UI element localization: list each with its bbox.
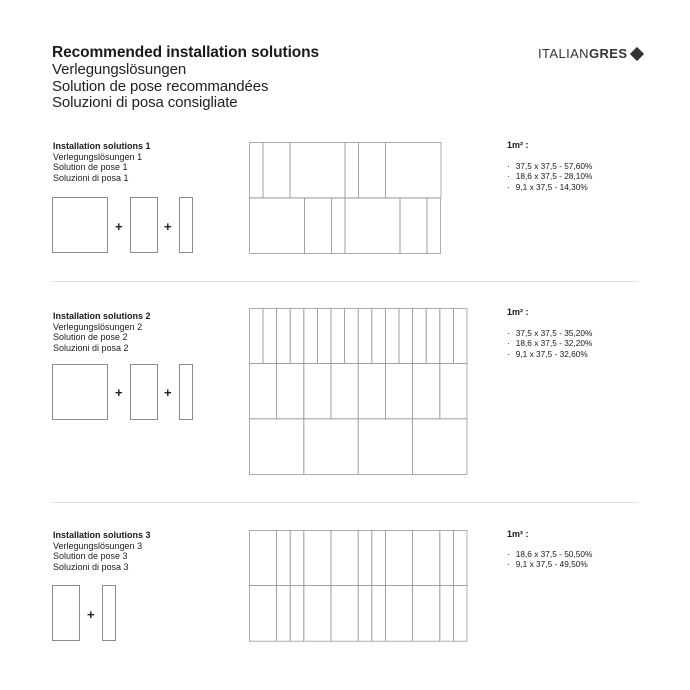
pattern-tile [290, 530, 304, 585]
pattern-tile [290, 308, 304, 363]
section-2-title-block [53, 311, 151, 353]
pattern-tile [290, 586, 304, 642]
page-subtitle-fr: Solution de pose recommandées [52, 77, 269, 95]
section-1-line-it: Soluzioni di posa 1 [53, 172, 129, 183]
list-item: · 9,1 x 37,5 - 14,30% [507, 182, 592, 192]
list-item: · 9,1 x 37,5 - 49,50% [507, 559, 592, 569]
section-2-title: Installation solutions 2 [53, 311, 151, 321]
pattern-tile [345, 308, 359, 363]
pattern-tile [413, 419, 467, 475]
list-item: · 37,5 x 37,5 - 57,60% [507, 161, 592, 171]
pattern-tile [453, 586, 467, 642]
pattern-tile [304, 308, 318, 363]
pattern-tile [413, 586, 440, 642]
pattern-tile [399, 308, 413, 363]
section-3-line-de: Verlegungslösungen 3 [53, 540, 143, 551]
pattern-tile [331, 530, 358, 585]
installation-pattern-1 [249, 142, 442, 254]
pattern-tile [413, 308, 427, 363]
pattern-tile [358, 530, 372, 585]
section-divider [52, 281, 638, 282]
section-divider [52, 502, 638, 503]
list-item: · 18,6 x 37,5 - 32,20% [507, 338, 592, 348]
section-2-m2-list [507, 328, 592, 359]
page-header [52, 43, 319, 112]
pattern-tile [277, 530, 291, 585]
pattern-tile [358, 586, 372, 642]
section-2-line-fr: Solution de pose 2 [53, 332, 128, 342]
list-item: · 18,6 x 37,5 - 50,50% [507, 549, 592, 559]
section-3-m2-list [507, 549, 592, 570]
page-subtitle-de: Verlegungslösungen [52, 61, 187, 78]
pattern-tile [426, 308, 440, 363]
plus-sign: + [115, 385, 123, 400]
logo-text-gres: GRES [588, 46, 628, 61]
pattern-tile [358, 419, 412, 475]
pattern-tile [413, 364, 440, 419]
tile-small-icon [179, 364, 193, 420]
plus-sign: + [87, 607, 95, 622]
pattern-tile [249, 530, 276, 585]
pattern-tile [440, 586, 454, 642]
pattern-tile [331, 198, 345, 253]
tile-medium-icon [52, 585, 80, 641]
section-1-line-de: Verlegungslösungen 1 [53, 151, 143, 162]
pattern-tile [440, 308, 454, 363]
pattern-tile [358, 364, 385, 419]
pattern-tile [277, 364, 304, 419]
tile-small-icon [102, 585, 116, 641]
brand-logo [538, 46, 642, 61]
pattern-tile [440, 530, 454, 585]
section-2-line-de: Verlegungslösungen 2 [53, 321, 143, 332]
page-title: Recommended installation solutions [52, 44, 320, 61]
section-3-title-block [53, 530, 151, 572]
page-subtitle-it: Soluzioni di posa consigliate [52, 94, 238, 111]
pattern-tile [331, 586, 358, 642]
tile-medium-icon [130, 197, 158, 253]
section-1-m2-list [507, 161, 592, 192]
pattern-tile [304, 364, 331, 419]
section-3-title: Installation solutions 3 [53, 530, 151, 540]
pattern-tile [345, 198, 400, 253]
pattern-tile [249, 198, 304, 253]
pattern-tile [358, 308, 372, 363]
pattern-tile [413, 530, 440, 585]
pattern-tile [331, 308, 345, 363]
list-item: · 18,6 x 37,5 - 28,10% [507, 171, 592, 181]
pattern-tile [277, 586, 291, 642]
pattern-tile [317, 308, 331, 363]
pattern-tile [400, 198, 427, 253]
pattern-tile [263, 142, 290, 197]
installation-pattern-3 [249, 530, 468, 642]
pattern-tile [304, 419, 358, 475]
pattern-tile [249, 419, 303, 475]
pattern-tile [427, 198, 441, 253]
section-1-line-fr: Solution de pose 1 [53, 162, 128, 172]
pattern-tile [277, 308, 291, 363]
pattern-tile [249, 142, 263, 197]
pattern-tile [345, 142, 359, 197]
pattern-tile [304, 530, 331, 585]
pattern-tile [249, 586, 276, 642]
pattern-tile [385, 364, 412, 419]
pattern-tile [386, 142, 441, 197]
plus-sign: + [115, 219, 123, 234]
pattern-tile [249, 308, 263, 363]
pattern-tile [304, 198, 331, 253]
pattern-tile [359, 142, 386, 197]
section-3-line-fr: Solution de pose 3 [53, 551, 128, 561]
pattern-tile [372, 530, 386, 585]
pattern-tile [385, 530, 412, 585]
pattern-tile [385, 308, 399, 363]
tile-large-icon [52, 364, 108, 420]
list-item: · 37,5 x 37,5 - 35,20% [507, 328, 592, 338]
pattern-tile [453, 530, 467, 585]
section-2-line-it: Soluzioni di posa 2 [53, 342, 129, 353]
section-1-m2-label: 1m² : [507, 140, 529, 150]
tile-medium-icon [130, 364, 158, 420]
pattern-tile [453, 308, 467, 363]
section-3-m2-label: 1m² : [507, 529, 529, 539]
section-2-m2-label: 1m² : [507, 307, 529, 317]
pattern-tile [440, 364, 467, 419]
logo-text-italian: ITALIAN [538, 46, 589, 61]
pattern-tile [249, 364, 276, 419]
section-3-line-it: Soluzioni di posa 3 [53, 561, 129, 572]
section-1-title-block [53, 141, 151, 183]
pattern-tile [304, 586, 331, 642]
pattern-tile [263, 308, 277, 363]
list-item: · 9,1 x 37,5 - 32,60% [507, 349, 592, 359]
pattern-tile [331, 364, 358, 419]
section-1-title: Installation solutions 1 [53, 141, 151, 151]
pattern-tile [372, 586, 386, 642]
tile-small-icon [179, 197, 193, 253]
installation-pattern-2 [249, 308, 468, 475]
pattern-tile [372, 308, 386, 363]
plus-sign: + [164, 385, 172, 400]
pattern-tile [290, 142, 345, 197]
plus-sign: + [164, 219, 172, 234]
diamond-icon [630, 46, 644, 60]
tile-large-icon [52, 197, 108, 253]
pattern-tile [385, 586, 412, 642]
